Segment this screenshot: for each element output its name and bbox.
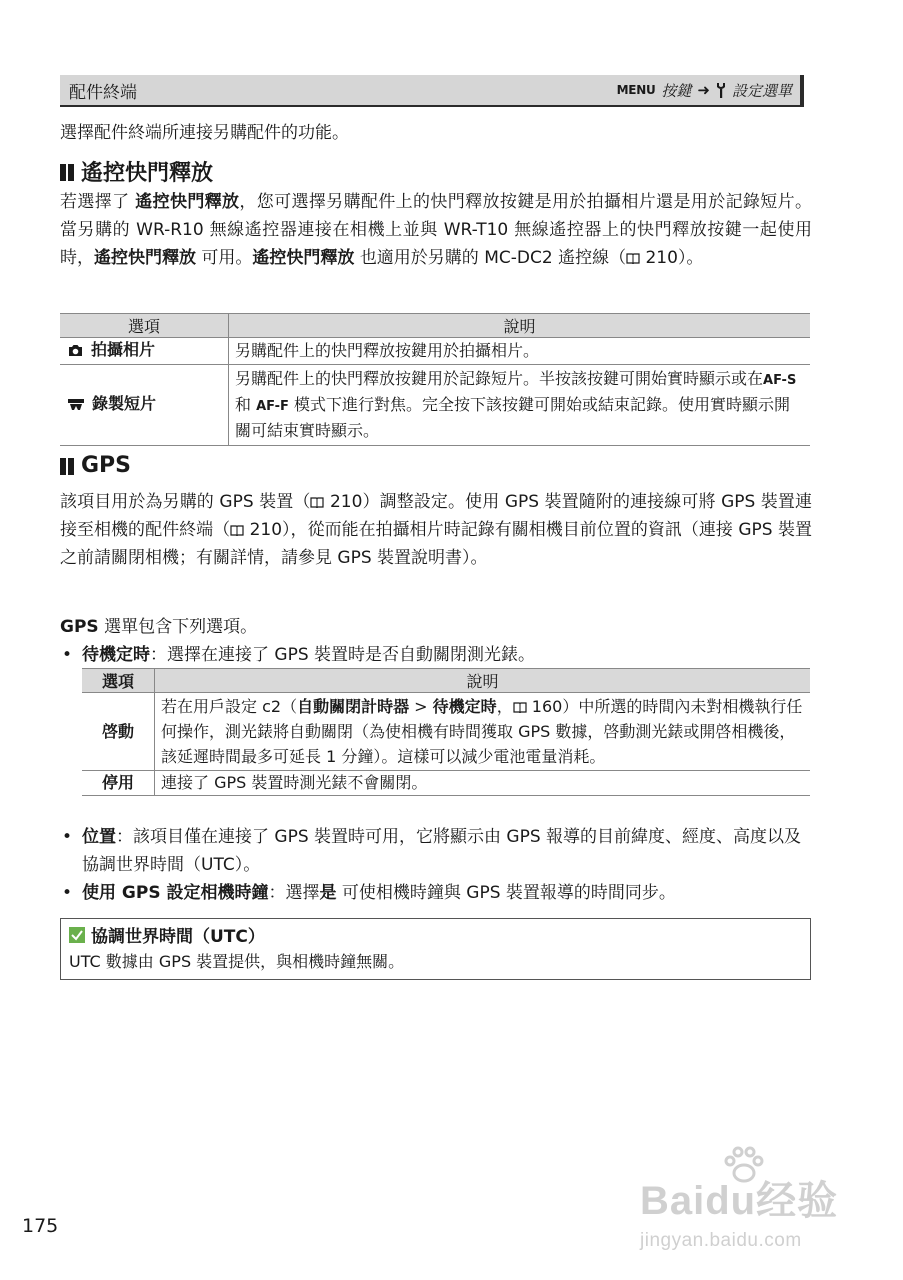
baidu-watermark bbox=[640, 1155, 838, 1252]
option-enable-label: 啓動 bbox=[82, 693, 155, 771]
bullet-standby-timer: • 待機定時：選擇在連接了 GPS 裝置時是否自動關閉測光錶。 bbox=[62, 641, 812, 669]
page-number: 175 bbox=[22, 1215, 59, 1237]
book-ref-icon bbox=[310, 492, 324, 512]
menu-path bbox=[617, 80, 792, 101]
gps-section-title: GPS bbox=[81, 453, 132, 478]
note-body: UTC 數據由 GPS 裝置提供，與相機時鐘無關。 bbox=[69, 952, 405, 971]
table-header-description: 說明 bbox=[229, 314, 811, 338]
option-movie-label: 錄製短片 bbox=[92, 394, 157, 413]
option-disable-desc: 連接了 GPS 裝置時測光錶不會關閉。 bbox=[155, 771, 811, 796]
table-row bbox=[60, 338, 810, 365]
table-header-option: 選項 bbox=[60, 314, 229, 338]
book-ref-icon bbox=[626, 248, 640, 268]
gps-section-paragraph: 該項目用於為另購的 GPS 裝置（ 210）調整設定。使用 GPS 裝置隨附的連接線可將 GPS 裝置連接至相機的配件終端（ 210），從而能在拍攝相片時記錄有關相機目前位置的資訊（連接 GPS 裝置之前請關閉相機；有關詳情，請參見 GPS 裝置說明書）。 bbox=[60, 492, 813, 568]
remote-section-title: 遙控快門釋放 bbox=[81, 161, 214, 186]
menu-path-target: 設定選單 bbox=[731, 81, 792, 100]
section-header-bar bbox=[60, 75, 804, 107]
bullet-position: • 位置：該項目僅在連接了 GPS 裝置時可用，它將顯示由 GPS 報導的目前緯度、經度、高度以及協調世界時間（UTC）。 bbox=[62, 823, 812, 879]
page-title: 配件終端 bbox=[69, 82, 137, 103]
table-row bbox=[82, 771, 810, 796]
watermark-url: jingyan.baidu.com bbox=[640, 1230, 802, 1251]
book-ref-icon bbox=[230, 520, 244, 540]
table-header-option: 選項 bbox=[82, 669, 155, 693]
watermark-brand: Baidu经验 bbox=[640, 1179, 839, 1223]
table-row bbox=[60, 365, 810, 446]
paw-icon bbox=[722, 1145, 766, 1185]
intro-text: 選擇配件終端所連接另購配件的功能。 bbox=[60, 123, 349, 143]
utc-note-box bbox=[60, 918, 811, 980]
remote-section-paragraph: 若選擇了 遙控快門釋放，您可選擇另購配件上的快門釋放按鍵是用於拍攝相片還是用於記錄短片。當另購的 WR-R10 無線遙控器連接在相機上並與 WR-T10 無線遙控器上的快門釋放按鍵一起使用時，遙控快門釋放 可用。遙控快門釋放 也適用於另購的 MC-DC2 遙控線（ 210）。 bbox=[60, 192, 813, 268]
option-enable-desc: 若在用戶設定 c2（自動關閉計時器 > 待機定時， 160）中所選的時間內未對相機執行任何操作，測光錶將自動關閉（為使相機有時間獲取 GPS 數據，啓動測光錶或開啓相機後，該延遲時間最多可延長 1 分鐘）。這樣可以減少電池電量消耗。 bbox=[155, 693, 811, 771]
menu-path-button: 按鍵 bbox=[661, 81, 692, 100]
option-disable-label: 停用 bbox=[82, 771, 155, 796]
remote-options-table bbox=[60, 313, 810, 446]
option-photo-desc: 另購配件上的快門釋放按鍵用於拍攝相片。 bbox=[229, 338, 811, 365]
section-marker-icon bbox=[60, 457, 76, 475]
note-title bbox=[69, 922, 802, 947]
movie-icon bbox=[68, 394, 84, 418]
camera-icon bbox=[68, 340, 83, 364]
bullet-set-clock: • 使用 GPS 設定相機時鐘：選擇是 可使相機時鐘與 GPS 裝置報導的時間同步。 bbox=[62, 879, 812, 907]
remote-section-heading bbox=[60, 156, 213, 187]
table-row bbox=[82, 693, 810, 771]
gps-menu-intro: GPS 選單包含下列選項。 bbox=[60, 617, 258, 637]
arrow-right-icon: ➜ bbox=[697, 81, 710, 99]
standby-options-table bbox=[82, 668, 810, 796]
menu-key-label: MENU bbox=[616, 83, 656, 97]
note-title-text: 協調世界時間（UTC） bbox=[91, 927, 265, 947]
option-movie-desc: 另購配件上的快門釋放按鍵用於記錄短片。半按該按鍵可開始實時顯示或在AF-S 和 AF-F 模式下進行對焦。完全按下該按鍵可開始或結束記錄。使用實時顯示開關可結束實時顯示。 bbox=[229, 365, 811, 446]
gps-section-heading bbox=[60, 453, 131, 478]
table-header-description: 說明 bbox=[155, 669, 811, 693]
section-marker-icon bbox=[60, 163, 76, 181]
wrench-icon bbox=[716, 82, 726, 98]
option-photo-label: 拍攝相片 bbox=[91, 340, 156, 359]
check-note-icon bbox=[69, 927, 85, 943]
book-ref-icon bbox=[513, 697, 527, 716]
